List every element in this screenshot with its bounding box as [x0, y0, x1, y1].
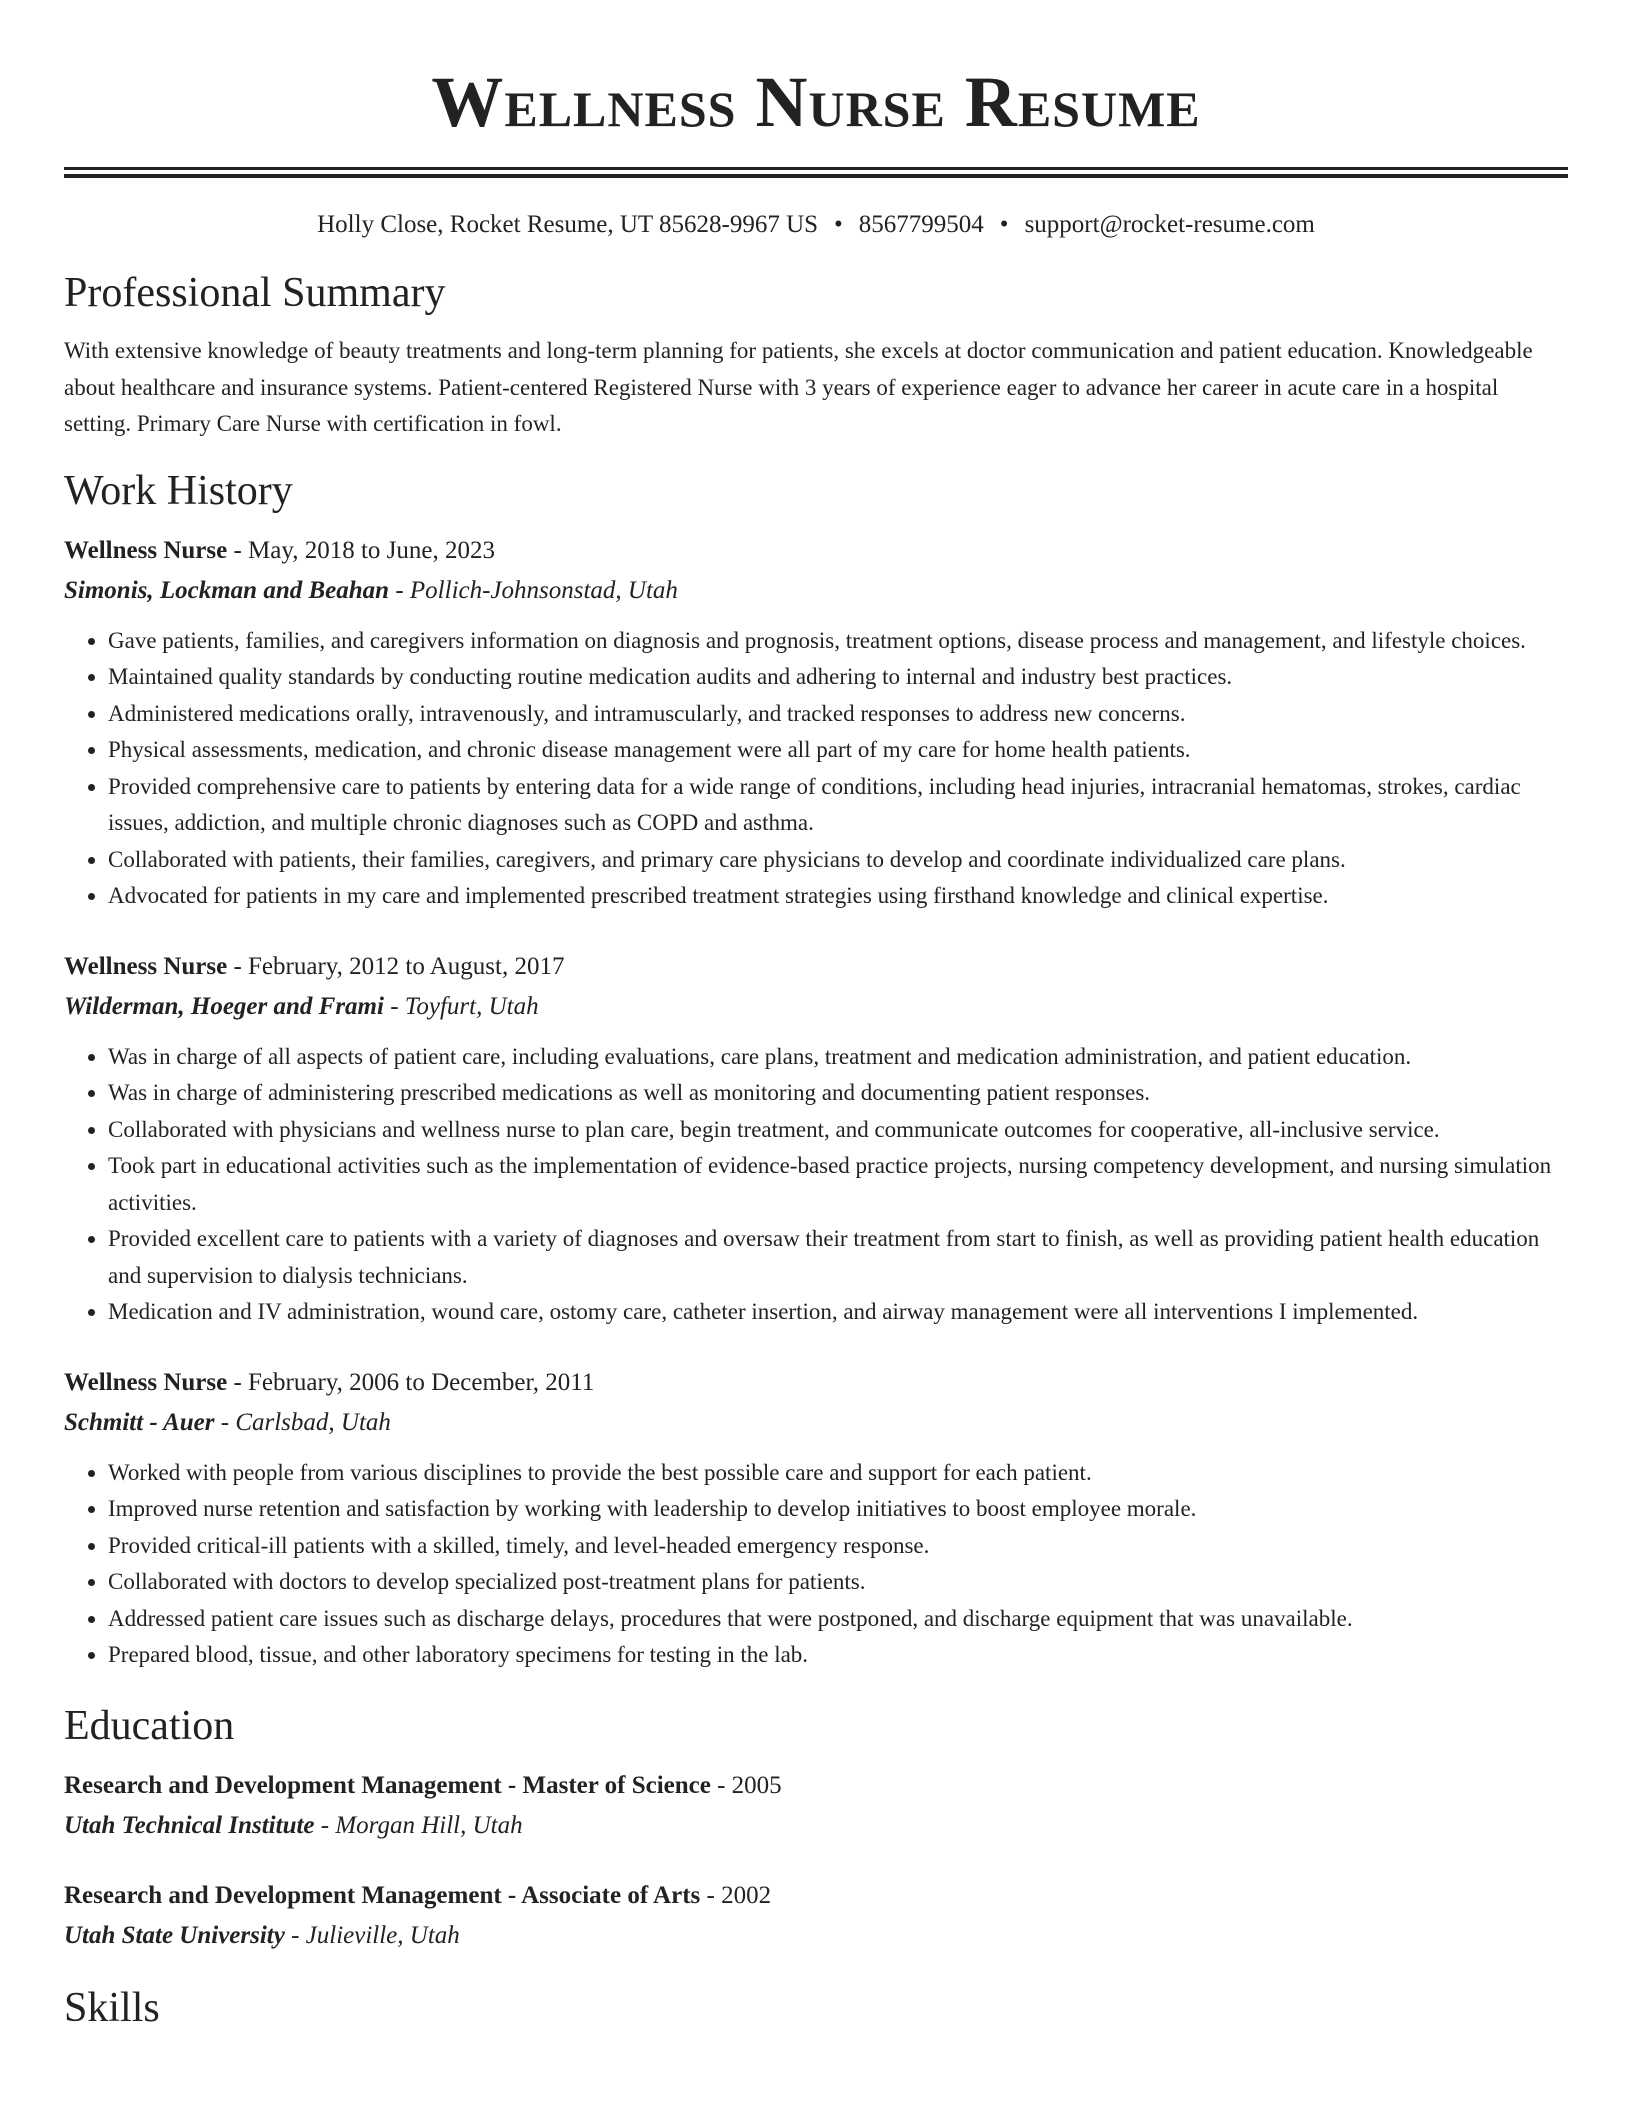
list-item: • Collaborated with doctors to develop specialized post-treatment plans for patients.: [108, 1564, 1568, 1601]
contact-email: support@rocket-resume.com: [1024, 211, 1315, 238]
degree: Research and Development Management - Associate of Arts: [64, 1881, 701, 1909]
title-divider: [64, 167, 1568, 178]
list-item: • Took part in educational activities such as the implementation of evidence-based practice projects, nursing competency development, and nursing simulation activities.: [108, 1148, 1568, 1221]
contact-line: [64, 209, 1568, 241]
job-title-line: [64, 531, 1568, 571]
list-item: • Physical assessments, medication, and chronic disease management were all part of my care for home health patients.: [108, 732, 1568, 769]
contact-separator: •: [834, 211, 843, 238]
degree-year: - 2005: [710, 1771, 782, 1799]
contact-address: Holly Close, Rocket Resume, UT 85628-9967 US: [317, 211, 819, 238]
school-line: [64, 1806, 1568, 1846]
job-title: Wellness Nurse: [64, 1368, 228, 1396]
contact-separator: •: [999, 211, 1009, 238]
resume-title: Wellness Nurse Resume: [431, 62, 1201, 142]
job-company: Wilderman, Hoeger and Frami: [64, 992, 384, 1020]
job-location: - Toyfurt, Utah: [383, 992, 539, 1020]
job-dates: - February, 2006 to December, 2011: [227, 1368, 595, 1396]
summary-text: With extensive knowledge of beauty treatments and long-term planning for patients, she excels at doctor communication and patient education. Knowledgeable about healthcare and insurance systems. Patient-centered Registered Nurse with 3 years of experience eager to advance her career in acute care in a hospital setting. Primary Care Nurse with certification in fowl.: [64, 338, 1533, 436]
job-bullets: [64, 1455, 1568, 1674]
list-item: • Advocated for patients in my care and implemented prescribed treatment strategies using firsthand knowledge and clinical expertise.: [108, 878, 1568, 915]
work-history-heading: Work History: [64, 467, 293, 514]
list-item: • Maintained quality standards by conducting routine medication audits and adhering to internal and industry best practices.: [108, 659, 1568, 696]
list-item: • Prepared blood, tissue, and other laboratory specimens for testing in the lab.: [108, 1637, 1568, 1674]
job-company-line: [64, 1403, 1568, 1443]
job-entry: [64, 1363, 1568, 1674]
skills-heading: Skills: [64, 1984, 160, 2031]
job-location: - Carlsbad, Utah: [214, 1408, 391, 1436]
job-company-line: [64, 571, 1568, 611]
education-entry: [64, 1876, 1568, 1956]
list-item: • Addressed patient care issues such as discharge delays, procedures that were postponed, and discharge equipment that was unavailable.: [108, 1601, 1568, 1638]
list-item: • Provided critical-ill patients with a skilled, timely, and level-headed emergency response.: [108, 1528, 1568, 1565]
degree-line: [64, 1876, 1568, 1916]
school: Utah State University: [64, 1921, 285, 1949]
school: Utah Technical Institute: [64, 1811, 315, 1839]
school-line: [64, 1916, 1568, 1956]
list-item: • Medication and IV administration, wound care, ostomy care, catheter insertion, and airway management were all interventions I implemented.: [108, 1294, 1568, 1331]
job-company: Simonis, Lockman and Beahan: [64, 576, 390, 604]
job-company: Schmitt - Auer: [64, 1408, 215, 1436]
resume-page: [64, 0, 1568, 2034]
list-item: • Collaborated with physicians and wellness nurse to plan care, begin treatment, and communicate outcomes for cooperative, all-inclusive service.: [108, 1112, 1568, 1149]
contact-phone: 8567799504: [858, 211, 984, 238]
job-bullets: [64, 1039, 1568, 1331]
job-title-line: [64, 1363, 1568, 1403]
job-entry: [64, 947, 1568, 1331]
degree-line: [64, 1766, 1568, 1806]
degree-year: - 2002: [700, 1881, 772, 1909]
job-title: Wellness Nurse: [64, 536, 228, 564]
job-dates: - May, 2018 to June, 2023: [227, 536, 496, 564]
job-location: - Pollich-Johnsonstad, Utah: [389, 576, 678, 604]
list-item: • Improved nurse retention and satisfaction by working with leadership to develop initiatives to boost employee morale.: [108, 1491, 1568, 1528]
education-entry: [64, 1766, 1568, 1846]
job-title: Wellness Nurse: [64, 952, 228, 980]
job-company-line: [64, 987, 1568, 1027]
list-item: • Provided excellent care to patients with a variety of diagnoses and oversaw their treatment from start to finish, as well as providing patient health education and supervision to dialysis technicians.: [108, 1221, 1568, 1294]
list-item: • Collaborated with patients, their families, caregivers, and primary care physicians to develop and coordinate individualized care plans.: [108, 842, 1568, 879]
summary-heading: Professional Summary: [64, 270, 446, 316]
school-location: - Morgan Hill, Utah: [314, 1811, 523, 1839]
job-bullets: [64, 623, 1568, 915]
education-heading: Education: [64, 1702, 235, 1749]
school-location: - Julieville, Utah: [284, 1921, 460, 1949]
job-entry: [64, 531, 1568, 915]
list-item: • Administered medications orally, intravenously, and intramuscularly, and tracked responses to address new concerns.: [108, 696, 1568, 733]
list-item: • Gave patients, families, and caregivers information on diagnosis and prognosis, treatment options, disease process and management, and lifestyle choices.: [108, 623, 1568, 660]
job-title-line: [64, 947, 1568, 987]
degree: Research and Development Management - Master of Science: [64, 1771, 711, 1799]
job-dates: - February, 2012 to August, 2017: [227, 952, 565, 980]
list-item: • Was in charge of all aspects of patient care, including evaluations, care plans, treatment and medication administration, and patient education.: [108, 1039, 1568, 1076]
list-item: • Provided comprehensive care to patients by entering data for a wide range of conditions, including head injuries, intracranial hematomas, strokes, cardiac issues, addiction, and multiple chronic diagnoses such as COPD and asthma.: [108, 769, 1568, 842]
list-item: • Worked with people from various disciplines to provide the best possible care and support for each patient.: [108, 1455, 1568, 1492]
list-item: • Was in charge of administering prescribed medications as well as monitoring and documenting patient responses.: [108, 1075, 1568, 1112]
